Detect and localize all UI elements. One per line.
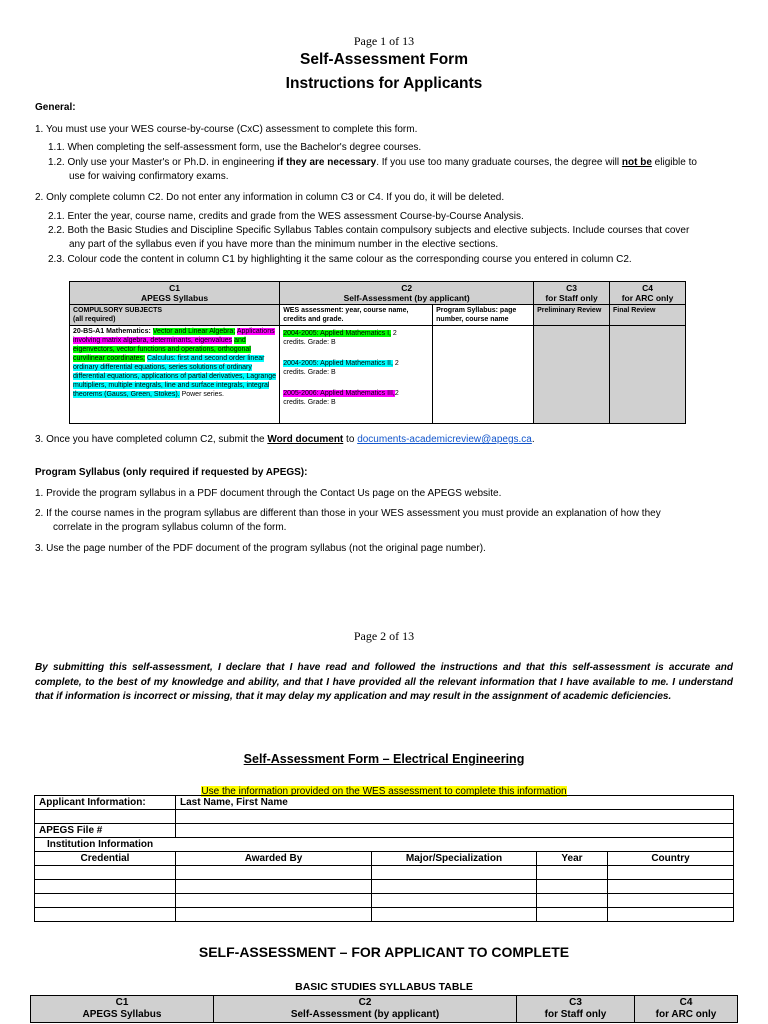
- institution-row[interactable]: [35, 880, 734, 894]
- col-country: Country: [608, 852, 734, 866]
- col-credential: Credential: [35, 852, 176, 866]
- instruction-2-2: 2.2. Both the Basic Studies and Discipline Specific Syllabus Tables contain compulsory subjects and elective subjects. Include courses that cover: [48, 225, 690, 236]
- page-title: Self-Assessment Form: [300, 51, 468, 68]
- program-syllabus-heading: Program Syllabus (only required if requested by APEGS):: [35, 467, 308, 478]
- instruction-2-3: 2.3. Colour code the content in column C1 by highlighting it the same colour as the corresponding course you entered in column C2.: [48, 254, 632, 265]
- institution-info-label: Institution Information: [35, 838, 734, 852]
- wes-note: Use the information provided on the WES assessment to complete this information: [201, 786, 567, 797]
- bt-c2-header: C2 Self-Assessment (by applicant): [214, 996, 517, 1023]
- institution-row[interactable]: [35, 908, 734, 922]
- instruction-2: 2. Only complete column C2. Do not enter any information in column C3 or C4. If you do, it will be deleted.: [35, 192, 505, 203]
- col-major: Major/Specialization: [372, 852, 537, 866]
- instruction-2-1: 2.1. Enter the year, course name, credits and grade from the WES assessment Course-by-Course Analysis.: [48, 211, 524, 222]
- c2-header: C2 Self-Assessment (by applicant): [280, 282, 534, 305]
- c3-header: C3 for Staff only: [534, 282, 610, 305]
- instruction-1-2: 1.2. Only use your Master's or Ph.D. in engineering if they are necessary. If you use too many graduate courses, the degree will not be eligible to: [48, 157, 697, 168]
- apegs-file-field[interactable]: [176, 824, 734, 838]
- instruction-3: 3. Once you have completed column C2, submit the Word document to documents-academicreview@apegs.ca.: [35, 434, 535, 445]
- compulsory-label: COMPULSORY SUBJECTS (all required): [70, 305, 280, 326]
- applicant-info-table: [34, 795, 734, 922]
- final-review-label: Final Review: [610, 305, 686, 326]
- col-year: Year: [537, 852, 608, 866]
- applicant-info-label: Applicant Information:: [35, 796, 176, 810]
- c1-header: C1 APEGS Syllabus: [70, 282, 280, 305]
- program-item-2: 2. If the course names in the program syllabus are different than those in your WES assessment you must provide an explanation of how they: [35, 508, 661, 519]
- instruction-2-2-cont: any part of the syllabus even if you have more than the minimum number in the elective sections.: [69, 239, 499, 250]
- page-subtitle: Instructions for Applicants: [285, 75, 483, 92]
- name-field[interactable]: Last Name, First Name: [176, 796, 734, 810]
- program-column-label: Program Syllabus: page number, course name: [433, 305, 534, 326]
- declaration-text: By submitting this self-assessment, I declare that I have read and followed the instructions and that this self-assessment is accurate and complete, to the best of my knowledge and ability, and that I have provided all the relevant information that I have available to me. I understand that if information is incorrect or missing, that it may delay my application and may result in the assignment of academic deficiencies.: [35, 662, 733, 702]
- program-item-2-cont: correlate in the program syllabus column of the form.: [53, 522, 287, 533]
- institution-row[interactable]: [35, 894, 734, 908]
- program-item-1: 1. Provide the program syllabus in a PDF document through the Contact Us page on the APEGS website.: [35, 488, 502, 499]
- applicant-info-row-2[interactable]: [176, 810, 734, 824]
- program-syllabus-cell[interactable]: [433, 326, 534, 424]
- example-syllabus-table: [69, 281, 686, 424]
- form-title-wrap: [0, 750, 768, 768]
- wes-entries-cell: 2004-2005: Applied Mathematics I, 2 credits. Grade: B 2004-2005: Applied Mathematics II, 2 credits. Grade: B 2005-2006: Applied Mathematics III,2 credits. Grade: B: [280, 326, 433, 424]
- instruction-1: 1. You must use your WES course-by-course (CxC) assessment to complete this form.: [35, 124, 418, 135]
- program-item-3: 3. Use the page number of the PDF document of the program syllabus (not the original page number).: [35, 543, 486, 554]
- page-number-2: Page 2 of 13: [353, 629, 415, 643]
- apegs-file-label: APEGS File #: [35, 824, 176, 838]
- general-heading: General:: [35, 102, 76, 113]
- wes-column-label: WES assessment: year, course name, credits and grade.: [280, 305, 433, 326]
- arc-cell: [610, 326, 686, 424]
- basic-studies-title: BASIC STUDIES SYLLABUS TABLE: [295, 981, 473, 993]
- preliminary-review-label: Preliminary Review: [534, 305, 610, 326]
- bt-c1-header: C1 APEGS Syllabus: [31, 996, 214, 1023]
- instruction-1-1: 1.1. When completing the self-assessment form, use the Bachelor's degree courses.: [48, 142, 422, 153]
- col-awarded-by: Awarded By: [176, 852, 372, 866]
- bt-c4-header: C4 for ARC only: [635, 996, 738, 1023]
- basic-studies-table: [30, 995, 738, 1023]
- institution-row[interactable]: [35, 866, 734, 880]
- self-assessment-title: SELF-ASSESSMENT – FOR APPLICANT TO COMPLETE: [198, 944, 570, 960]
- bt-c3-header: C3 for Staff only: [517, 996, 635, 1023]
- page-number: Page 1 of 13: [353, 34, 415, 48]
- syllabus-content-cell: 20-BS-A1 Mathematics: Vector and Linear Algebra; Applications involving matrix algebra, determinants, eigenvalues and eigenvectors, vector functions and operations, orthogonal curvilinear coordinates; Calculus: first and second order linear ordinary differential equations, series solutions of ordinary differential equations, applications of partial derivatives, Lagrange multipliers, multiple integrals, line and surface integrals, integral theorems (Gauss, Green, Stokes). Power series.: [70, 326, 280, 424]
- email-link[interactable]: documents-academicreview@apegs.ca: [357, 434, 532, 445]
- staff-cell: [534, 326, 610, 424]
- form-title: Self-Assessment Form – Electrical Engineering: [243, 752, 525, 766]
- c4-header: C4 for ARC only: [610, 282, 686, 305]
- instruction-1-2-cont: use for waiving confirmatory exams.: [69, 171, 229, 182]
